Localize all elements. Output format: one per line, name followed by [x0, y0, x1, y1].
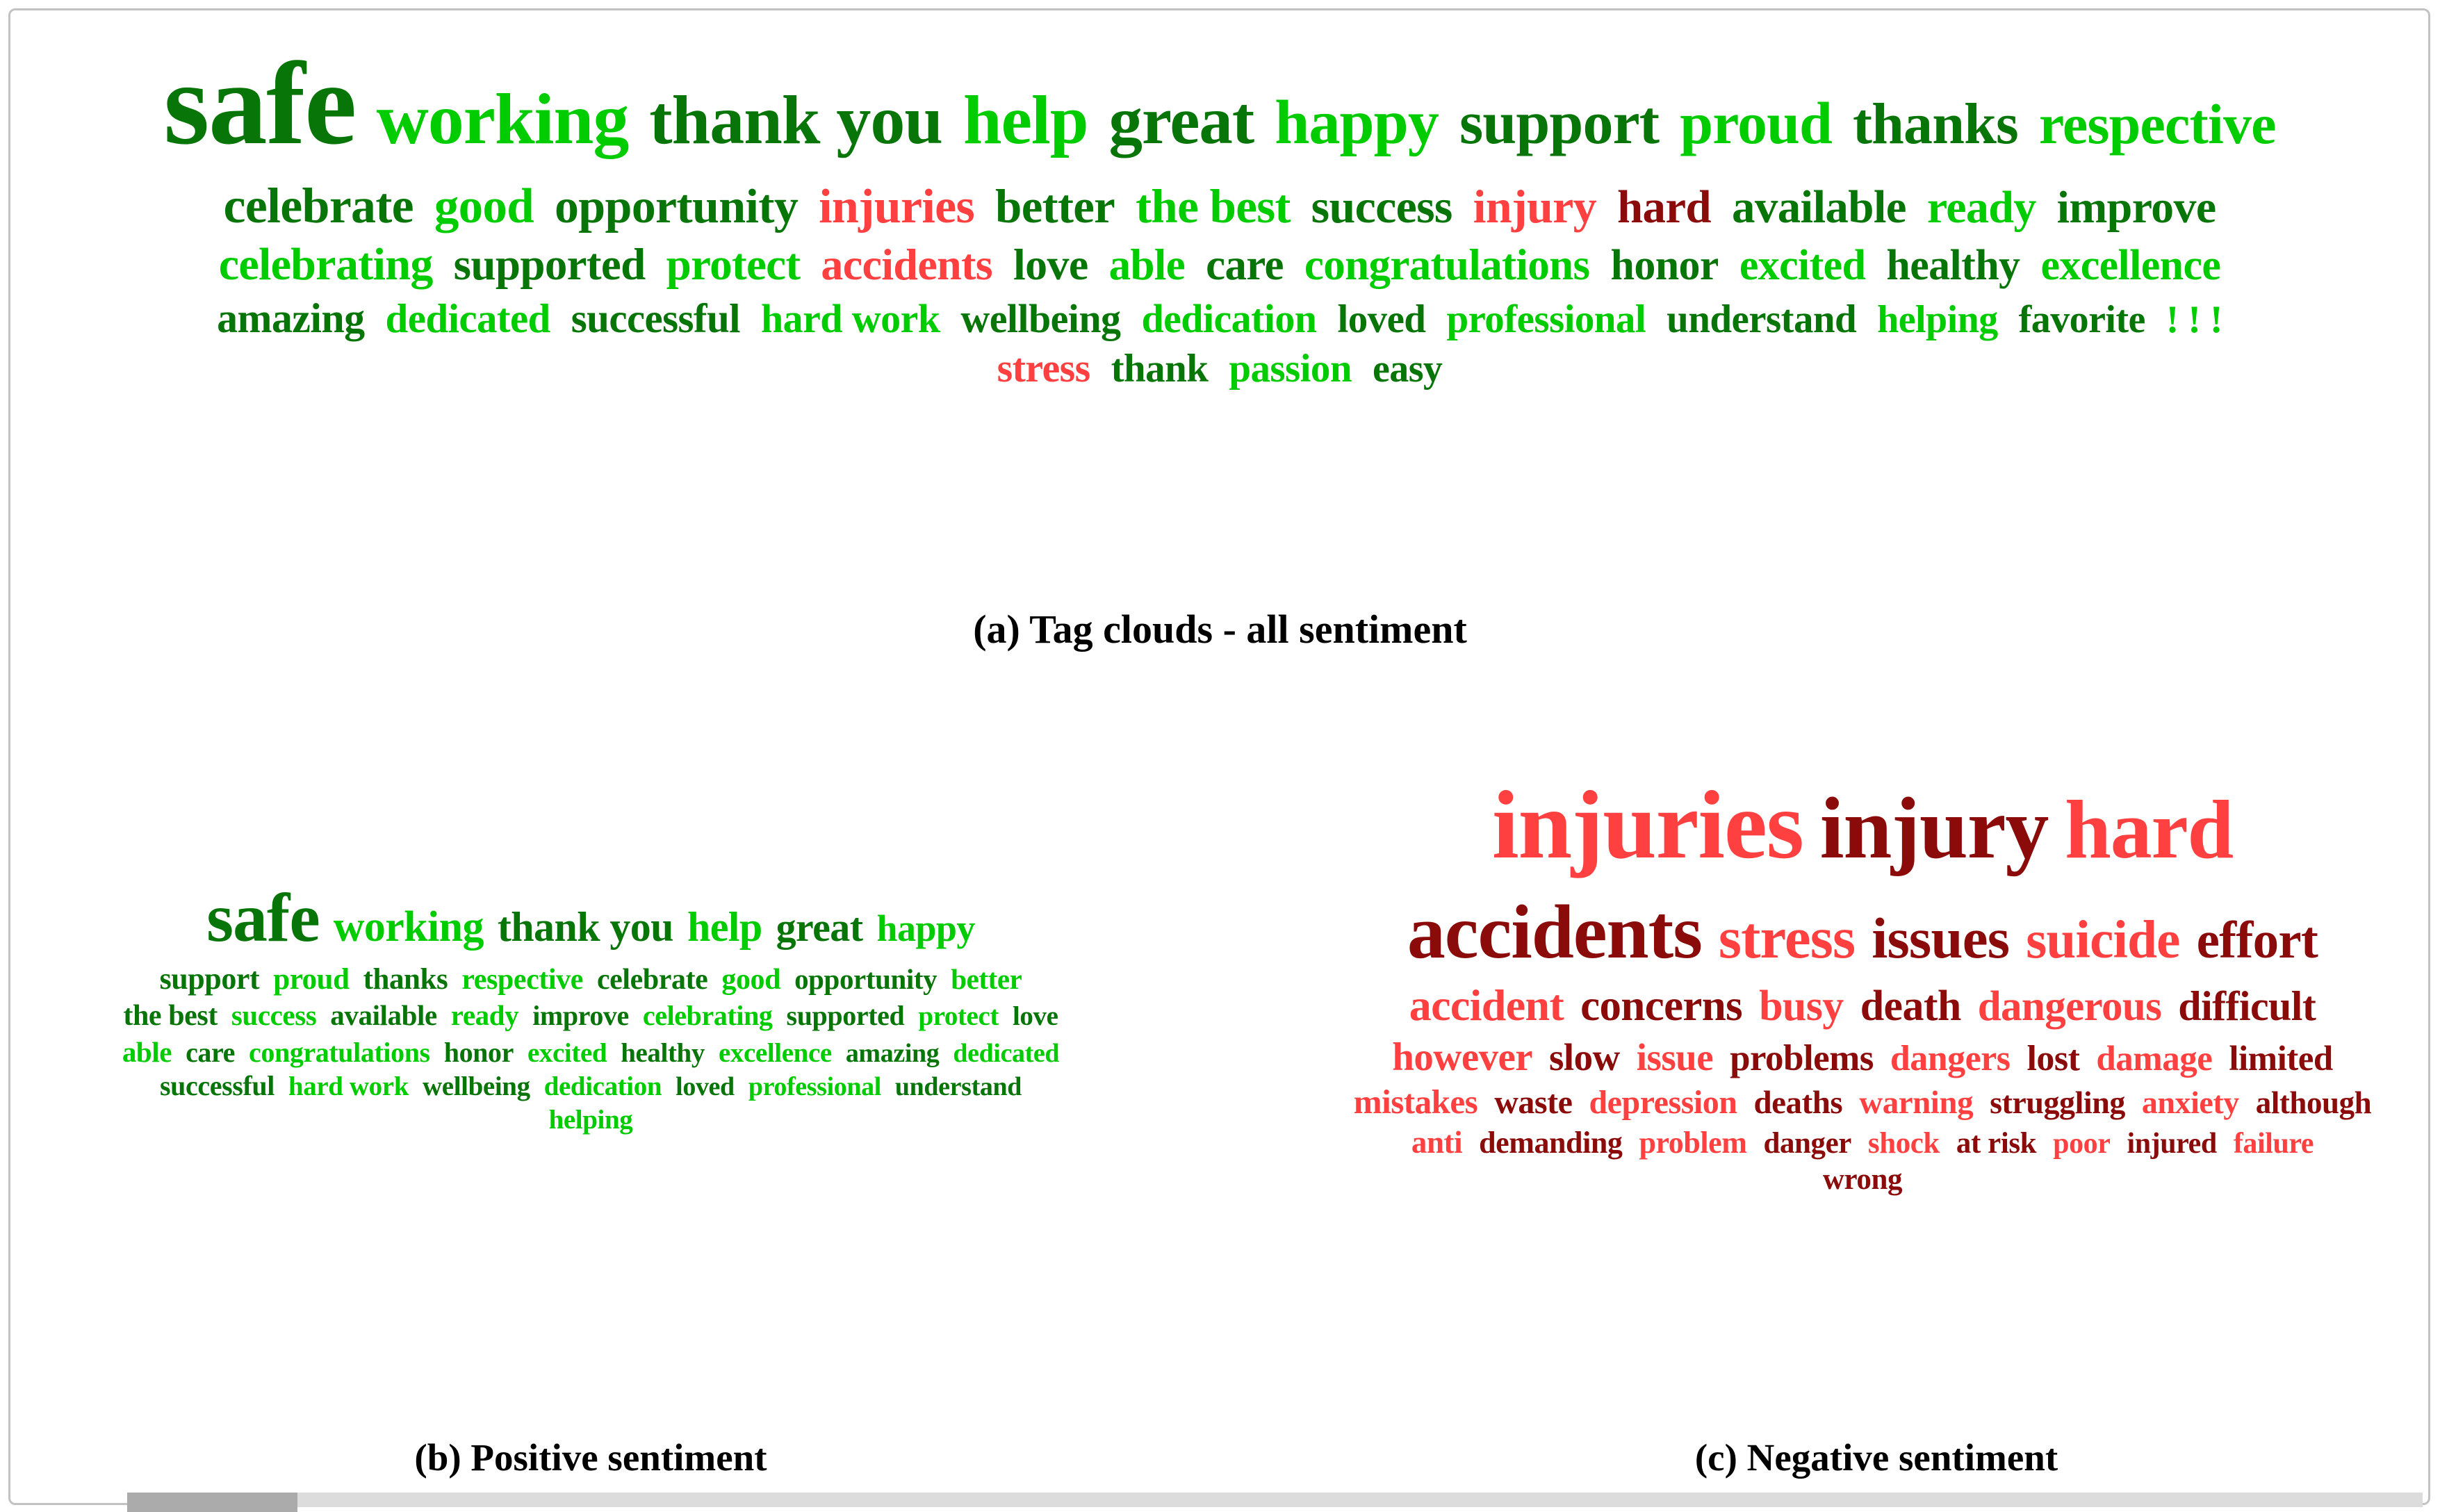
cloud-word: dangers — [1890, 1038, 2011, 1078]
cloud-word: congratulations — [1304, 240, 1590, 290]
cloud-word: congratulations — [249, 1036, 430, 1068]
caption-negative-sentiment — [1320, 1436, 2432, 1479]
cloud-word: accidents — [821, 240, 993, 290]
cloud-word: help — [687, 904, 762, 950]
cloud-word: supported — [453, 240, 646, 290]
cloud-word: although — [2255, 1085, 2372, 1121]
cloud-line — [24, 998, 1157, 1034]
cloud-word: injured — [2127, 1127, 2217, 1160]
cloud-word: ready — [450, 999, 519, 1032]
cloud-word: wellbeing — [423, 1071, 530, 1102]
cloud-word: happy — [876, 907, 975, 949]
cloud-word: celebrate — [596, 964, 708, 996]
cloud-word: celebrate — [223, 178, 414, 234]
cloud-word: respective — [461, 964, 583, 996]
cloud-word: professional — [748, 1072, 881, 1102]
cloud-word: dedicated — [385, 295, 550, 341]
cloud-word: excited — [527, 1037, 607, 1068]
cloud-word: stress — [997, 345, 1090, 391]
cloud-word: shock — [1867, 1126, 1940, 1160]
scrollbar-track[interactable] — [297, 1493, 2423, 1507]
scrollbar-thumb[interactable] — [127, 1493, 297, 1512]
cloud-word: limited — [2229, 1039, 2333, 1078]
cloud-line — [1307, 978, 2418, 1033]
cloud-word: supported — [786, 1000, 905, 1032]
cloud-word: the best — [1136, 180, 1291, 233]
cloud-word: thank — [1111, 346, 1209, 391]
cloud-word: concerns — [1580, 980, 1743, 1030]
cloud-word: improve — [532, 1000, 629, 1032]
cloud-word: waste — [1494, 1084, 1573, 1121]
caption-all-sentiment-text: (a) Tag clouds - all sentiment — [973, 607, 1467, 652]
cloud-word: successful — [160, 1070, 275, 1102]
cloud-word: happy — [1275, 88, 1439, 157]
cloud-word: problems — [1730, 1037, 1874, 1078]
cloud-word: able — [1108, 240, 1186, 290]
cloud-word: hard — [2065, 783, 2234, 876]
cloud-word: protect — [666, 240, 801, 290]
cloud-word: professional — [1446, 297, 1646, 341]
cloud-word: passion — [1229, 346, 1352, 391]
cloud-word: great — [1108, 83, 1254, 158]
cloud-word: loved — [1337, 297, 1426, 341]
cloud-word: care — [186, 1036, 236, 1068]
cloud-word: issues — [1872, 905, 2010, 970]
cloud-word: dedicated — [953, 1038, 1060, 1068]
cloud-word: wellbeing — [960, 295, 1121, 341]
cloud-line — [1307, 1124, 2418, 1162]
tag-cloud-all-sentiment — [63, 32, 2377, 393]
cloud-word: loved — [675, 1072, 735, 1102]
cloud-word: healthy — [621, 1037, 705, 1068]
caption-positive-sentiment-text: (b) Positive sentiment — [414, 1436, 767, 1479]
cloud-word: thank you — [497, 904, 673, 950]
cloud-word: dedication — [1141, 295, 1317, 341]
cloud-word: slow — [1549, 1035, 1620, 1078]
cloud-word: working — [333, 903, 484, 951]
caption-negative-sentiment-text: (c) Negative sentiment — [1694, 1436, 2058, 1479]
cloud-word: safe — [206, 879, 320, 956]
cloud-word: lost — [2026, 1038, 2080, 1078]
cloud-word: depression — [1589, 1084, 1737, 1121]
cloud-word: great — [776, 905, 863, 950]
cloud-word: death — [1860, 982, 1961, 1030]
cloud-line — [1307, 1033, 2418, 1082]
cloud-word: good — [434, 179, 534, 234]
cloud-line — [24, 1103, 1157, 1137]
cloud-word: healthy — [1886, 242, 2020, 290]
cloud-word: ready — [1926, 182, 2036, 233]
cloud-word: thanks — [363, 963, 448, 996]
cloud-word: injuries — [1491, 771, 1803, 879]
cloud-word: at risk — [1956, 1126, 2037, 1160]
cloud-word: good — [721, 964, 781, 996]
cloud-word: helping — [548, 1105, 633, 1135]
cloud-word: difficult — [2178, 983, 2316, 1029]
cloud-word: hard work — [288, 1071, 409, 1102]
cloud-word: anxiety — [2141, 1085, 2239, 1121]
cloud-line — [1307, 1162, 2418, 1198]
cloud-word: excellence — [718, 1037, 832, 1068]
cloud-word: respective — [2038, 92, 2276, 156]
cloud-word: thank you — [649, 81, 943, 158]
cloud-word: injury — [1473, 180, 1596, 233]
cloud-word: available — [330, 999, 437, 1032]
cloud-word: thanks — [1853, 92, 2018, 156]
cloud-line — [63, 293, 2377, 344]
caption-positive-sentiment — [0, 1436, 1181, 1479]
tag-cloud-negative-sentiment — [1307, 766, 2418, 1199]
cloud-line — [1307, 1081, 2418, 1124]
cloud-word: amazing — [845, 1038, 940, 1068]
cloud-word: stress — [1718, 905, 1856, 971]
cloud-word: danger — [1763, 1126, 1851, 1160]
cloud-word: available — [1732, 181, 1906, 233]
cloud-word: excellence — [2040, 242, 2221, 290]
cloud-line — [63, 32, 2377, 176]
cloud-word: struggling — [1990, 1085, 2125, 1121]
cloud-line — [63, 176, 2377, 237]
cloud-word: celebrating — [218, 239, 433, 290]
cloud-word: problem — [1639, 1125, 1747, 1160]
cloud-word: accidents — [1407, 889, 1702, 974]
cloud-word: proud — [1680, 90, 1833, 156]
cloud-word: understand — [894, 1072, 1022, 1102]
cloud-word: able — [122, 1035, 172, 1068]
cloud-word: help — [963, 81, 1088, 158]
caption-all-sentiment — [0, 606, 2440, 652]
cloud-word: accident — [1409, 980, 1564, 1030]
cloud-word: opportunity — [555, 180, 799, 234]
cloud-word: failure — [2233, 1127, 2314, 1160]
cloud-word: care — [1206, 240, 1284, 290]
cloud-word: damage — [2096, 1039, 2213, 1078]
cloud-line — [24, 876, 1157, 960]
cloud-word: support — [1459, 90, 1660, 157]
cloud-word: support — [159, 962, 260, 996]
cloud-word: better — [995, 180, 1115, 233]
cloud-word: poor — [2053, 1127, 2111, 1160]
cloud-word: honor — [443, 1036, 514, 1068]
cloud-line — [63, 344, 2377, 393]
cloud-word: hard — [1616, 181, 1712, 233]
cloud-line — [24, 960, 1157, 998]
cloud-word: helping — [1877, 297, 1998, 341]
cloud-word: issue — [1636, 1035, 1714, 1078]
cloud-word: love — [1012, 1001, 1058, 1032]
cloud-word: dedication — [543, 1071, 662, 1102]
tag-cloud-positive-sentiment — [24, 876, 1157, 1137]
cloud-word: wrong — [1822, 1163, 1903, 1197]
cloud-word: suicide — [2026, 909, 2180, 969]
cloud-word: success — [231, 999, 317, 1032]
cloud-word: dangerous — [1977, 983, 2162, 1030]
cloud-word: safe — [163, 38, 356, 169]
cloud-line — [1307, 766, 2418, 885]
cloud-word: success — [1311, 180, 1452, 233]
cloud-word: demanding — [1479, 1125, 1623, 1160]
cloud-word: however — [1392, 1035, 1533, 1079]
cloud-word: injuries — [819, 180, 975, 234]
cloud-word: mistakes — [1353, 1083, 1478, 1121]
cloud-word: excited — [1739, 242, 1866, 290]
cloud-word: improve — [2056, 182, 2216, 233]
cloud-word: successful — [571, 295, 740, 341]
cloud-word: deaths — [1753, 1085, 1843, 1121]
cloud-line — [1307, 885, 2418, 978]
cloud-word: hard work — [760, 295, 940, 341]
cloud-word: opportunity — [794, 963, 937, 995]
cloud-word: proud — [273, 963, 350, 996]
cloud-line — [24, 1069, 1157, 1103]
cloud-word: protect — [918, 1001, 999, 1032]
cloud-word: the best — [123, 1000, 218, 1033]
cloud-word: favorite — [2018, 297, 2145, 341]
cloud-word: easy — [1372, 347, 1443, 391]
cloud-line — [63, 237, 2377, 293]
cloud-word: effort — [2196, 911, 2318, 969]
cloud-word: honor — [1610, 242, 1719, 290]
cloud-word: better — [951, 963, 1022, 995]
cloud-word: amazing — [217, 295, 365, 341]
cloud-word: anti — [1411, 1124, 1463, 1160]
cloud-word: busy — [1759, 982, 1844, 1030]
cloud-word: celebrating — [642, 1000, 773, 1032]
cloud-word: love — [1013, 240, 1088, 290]
cloud-line — [24, 1035, 1157, 1070]
cloud-word: warning — [1859, 1085, 1974, 1121]
cloud-word: ! ! ! — [2165, 297, 2222, 341]
cloud-word: injury — [1819, 780, 2049, 877]
cloud-word: understand — [1667, 297, 1857, 341]
cloud-word: working — [376, 79, 629, 159]
